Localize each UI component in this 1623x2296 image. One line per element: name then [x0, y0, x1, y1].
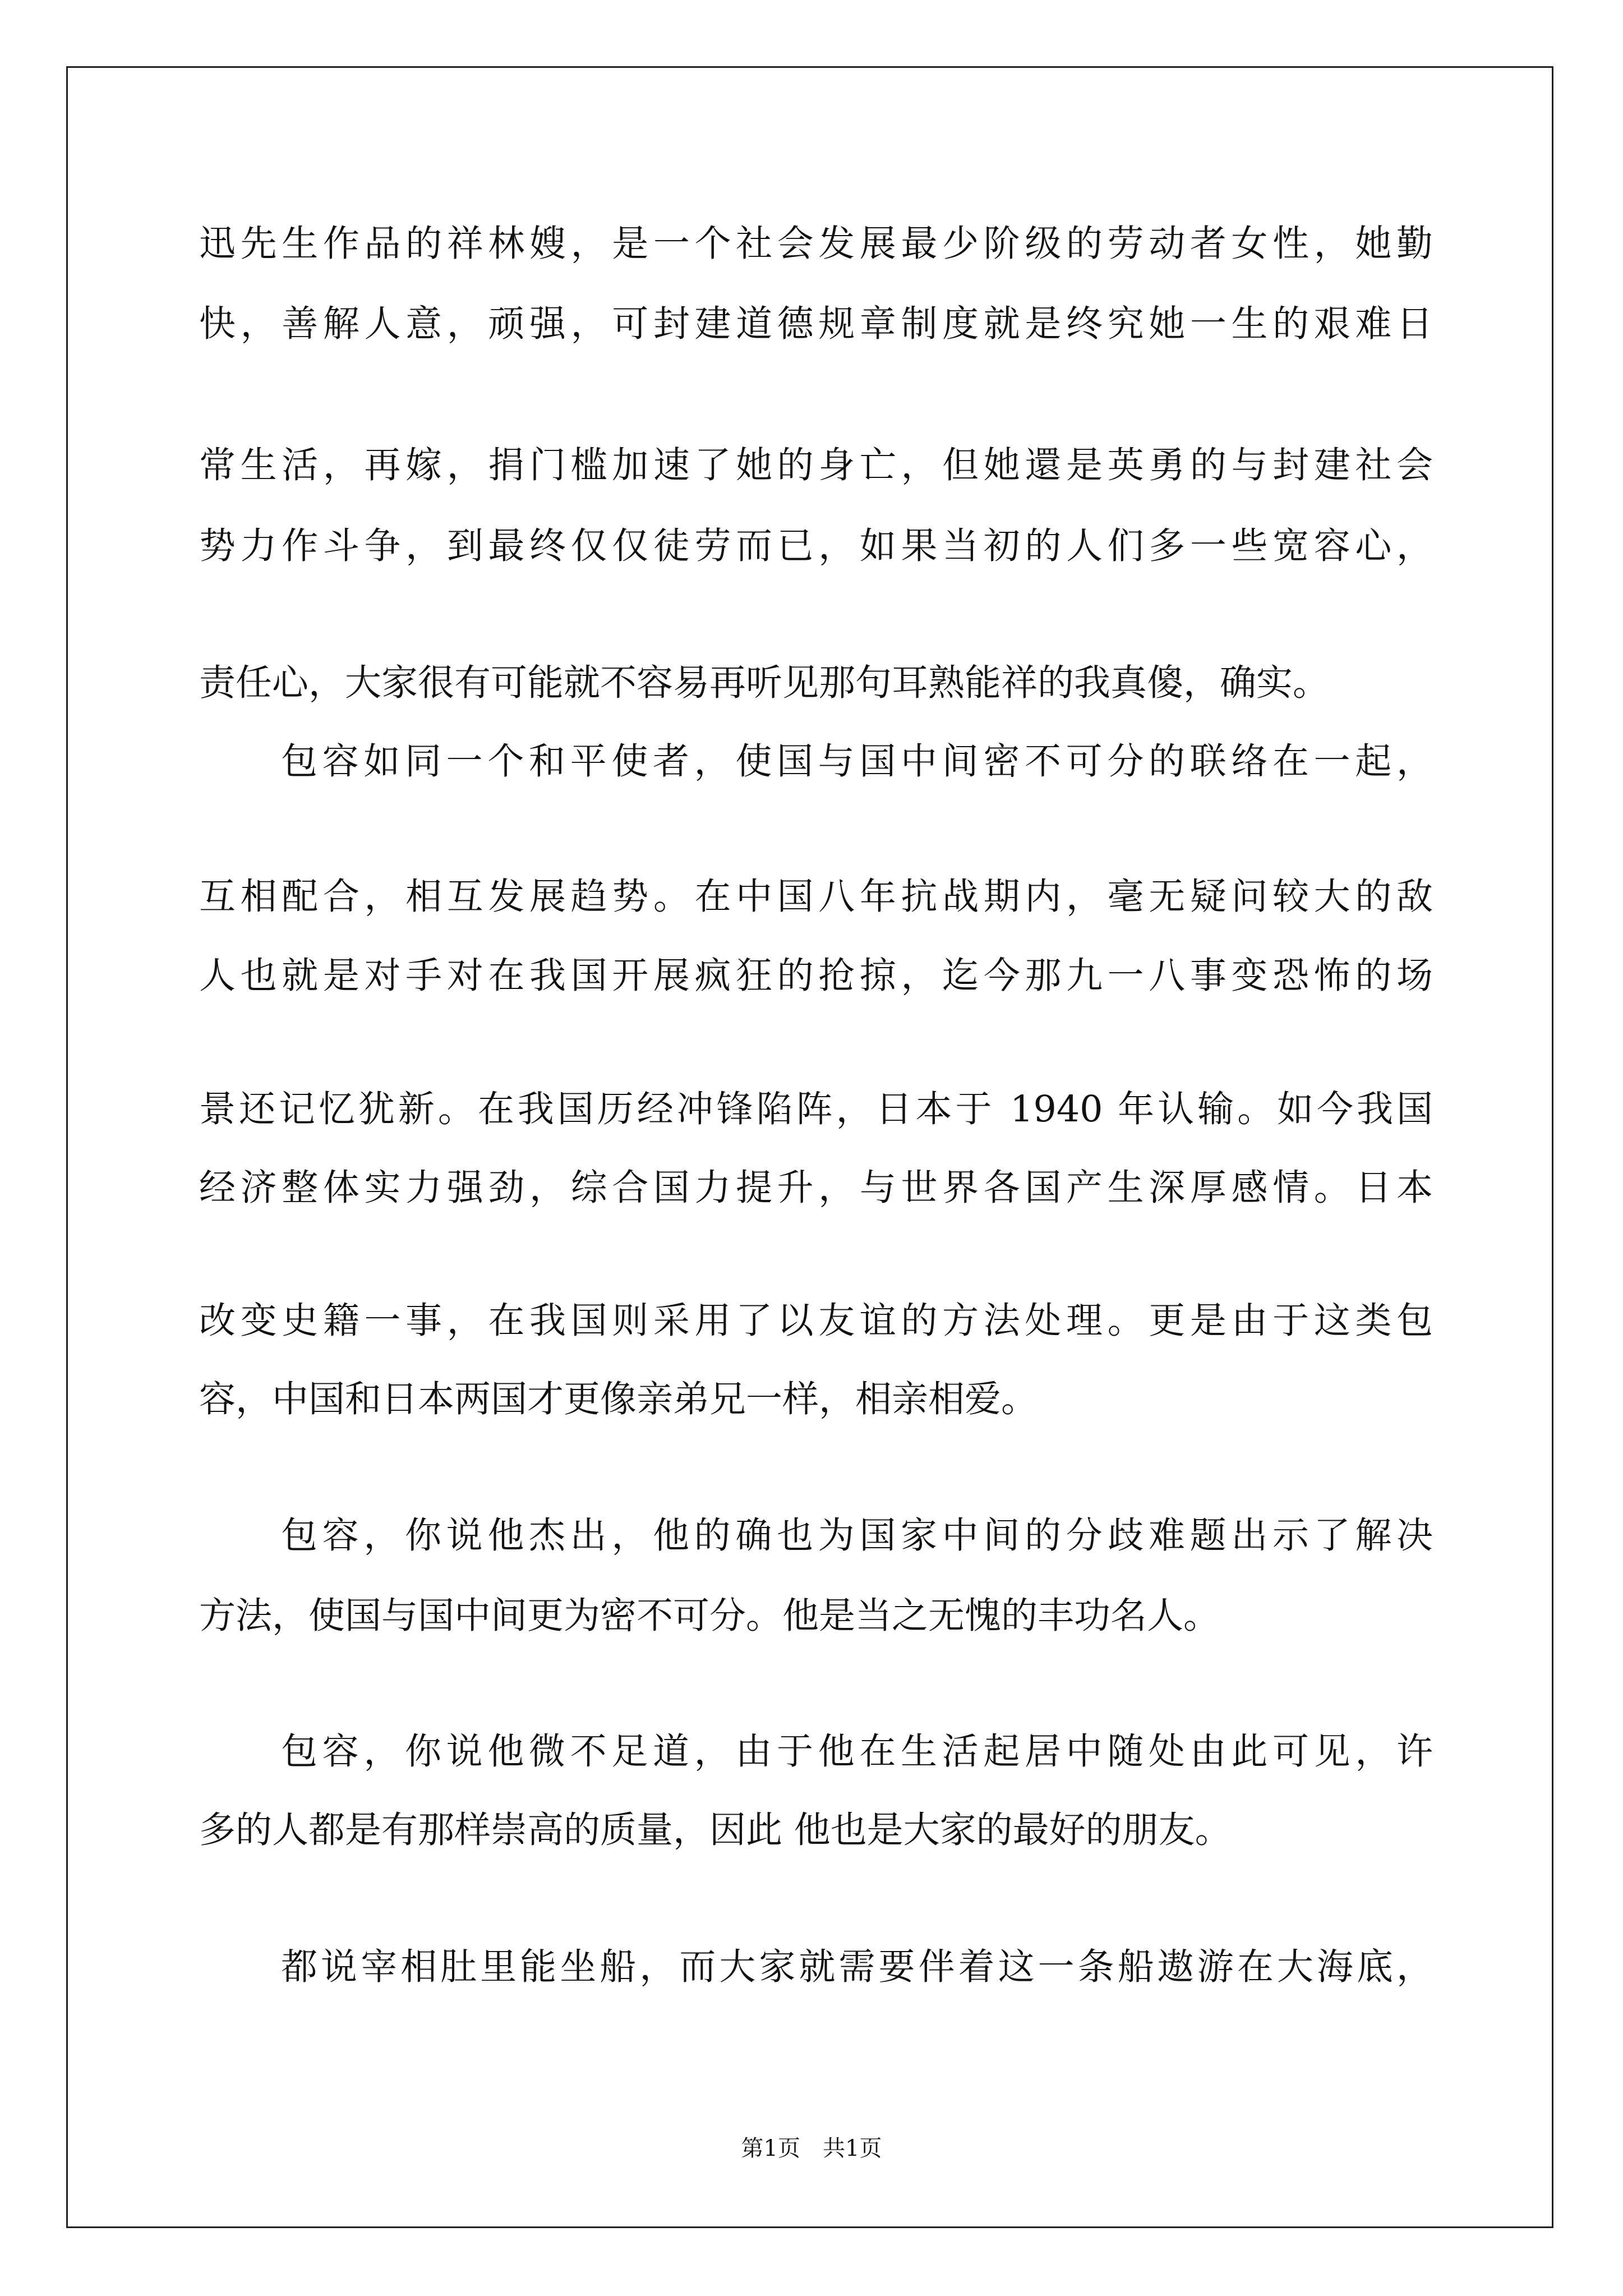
text-line-12: 容，中国和日本两国才更像亲弟兄一样，相亲相爱。	[199, 1378, 1038, 1420]
page-border	[66, 66, 1553, 2228]
text-line-11: 改变史籍一事，在我国则采用了以友谊的方法处理。更是由于这类包	[199, 1300, 1433, 1342]
text-line-7: 互相配合，相互发展趋势。在中国八年抗战期内，毫无疑问较大的敌	[199, 876, 1433, 918]
text-line-10: 经济整体实力强劲，综合国力提升，与世界各国产生深厚感情。日本	[199, 1167, 1433, 1209]
text-line-9: 景还记忆犹新。在我国历经冲锋陷阵，日本于 1940 年认输。如今我国	[199, 1088, 1433, 1130]
page-number: 第1页 共1页	[741, 2136, 882, 2161]
text-line-4: 势力作斗争，到最终仅仅徒劳而已，如果当初的人们多一些宽容心，	[199, 525, 1433, 567]
text-line-17: 都说宰相肚里能坐船，而大家就需要伴着这一条船遨游在大海底，	[281, 1946, 1433, 1988]
text-line-6: 包容如同一个和平使者，使国与国中间密不可分的联络在一起，	[281, 740, 1433, 783]
text-line-14: 方法，使国与国中间更为密不可分。他是当之无愧的丰功名人。	[199, 1595, 1220, 1637]
text-line-13: 包容，你说他杰出，他的确也为国家中间的分歧难题出示了解决	[281, 1515, 1433, 1557]
text-line-2: 快，善解人意，顽强，可封建道德规章制度就是终究她一生的艰难日	[199, 303, 1433, 345]
text-line-15: 包容，你说他微不足道，由于他在生活起居中随处由此可见，许	[281, 1731, 1433, 1773]
text-line-3: 常生活，再嫁，捐门槛加速了她的身亡，但她還是英勇的与封建社会	[199, 444, 1433, 486]
text-line-5: 责任心，大家很有可能就不容易再听见那句耳熟能祥的我真傻，确实。	[199, 662, 1330, 704]
text-line-8: 人也就是对手对在我国开展疯狂的抢掠，迄今那九一八事变恐怖的场	[199, 955, 1433, 997]
text-line-1: 迅先生作品的祥林嫂，是一个社会发展最少阶级的劳动者女性，她勤	[199, 223, 1433, 265]
text-line-16: 多的人都是有那样崇高的质量，因此 他也是大家的最好的朋友。	[199, 1809, 1232, 1851]
